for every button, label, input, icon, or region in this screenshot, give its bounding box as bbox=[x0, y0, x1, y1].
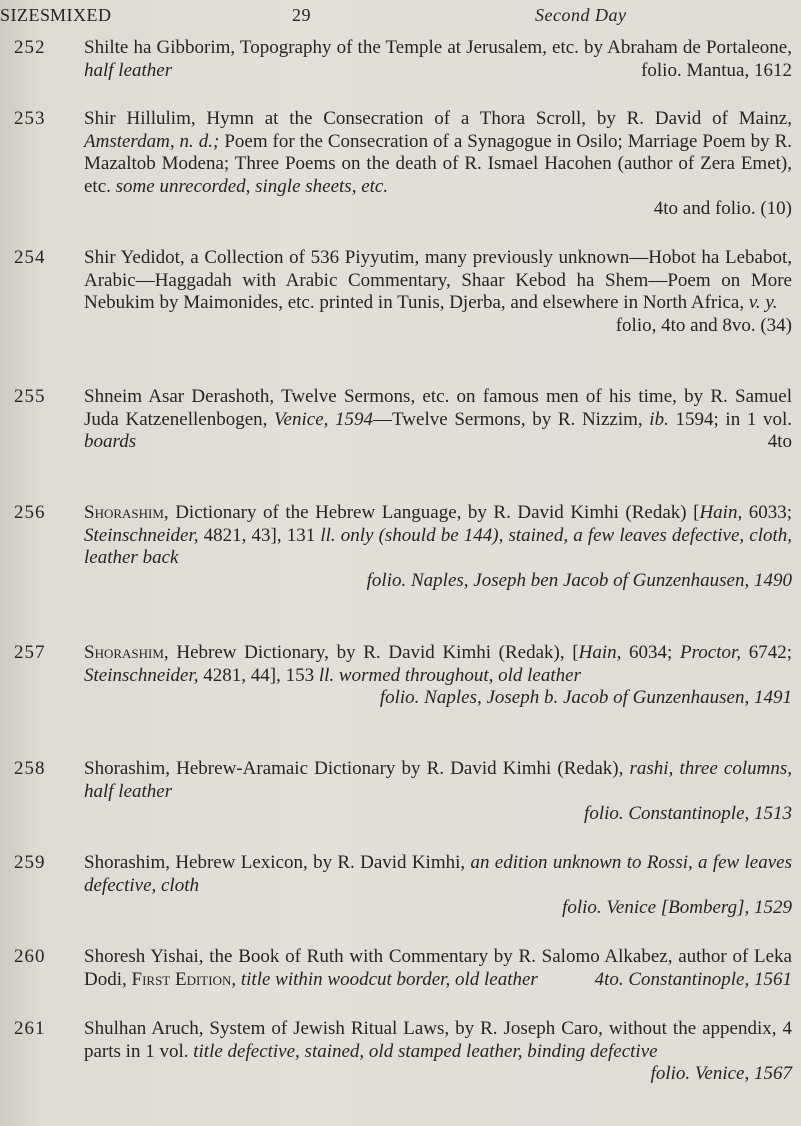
lot-ref-hain-number: 6033; bbox=[748, 502, 793, 523]
lot-description bbox=[84, 108, 792, 221]
lot-title: Shorashim, Hebrew Lexicon, by R. David Kimhi, bbox=[84, 852, 466, 873]
lot-condition: v. y. bbox=[748, 292, 778, 313]
lot-title: Dictionary of the Hebrew Language, by R. David Kimhi (Redak) [ bbox=[175, 502, 700, 523]
lot-number: 254 bbox=[14, 247, 46, 268]
lot-title-continued: —Twelve Sermons, by R. Nizzim, bbox=[373, 408, 643, 430]
lot-imprint-place: Amsterdam, n. d.; bbox=[84, 130, 220, 152]
lot-imprint: folio. Venice [Bomberg], 1529 bbox=[562, 897, 792, 918]
lot-description bbox=[84, 502, 792, 592]
lot-condition: ll. wormed throughout, old leather bbox=[318, 664, 581, 686]
lot-description bbox=[84, 37, 792, 82]
lot-imprint: folio. Constantinople, 1513 bbox=[584, 803, 792, 824]
header-day: Second Day bbox=[535, 5, 627, 25]
lot-condition: an edition unknown to Rossi, a few leaves defective, cloth bbox=[84, 852, 792, 896]
lot-title: Shir Hillulim, Hymn at the Consecration of a Thora Scroll, by R. David of Mainz, bbox=[84, 108, 792, 129]
lot-first-edition: First Edition, bbox=[131, 968, 237, 990]
lot-ref-steinschneider: Steinschneider, bbox=[84, 524, 199, 546]
lot-condition: some unrecorded, single sheets, etc. bbox=[115, 175, 389, 197]
lot-volumes: 1594; in 1 vol. bbox=[675, 408, 793, 430]
lot-condition: half leather bbox=[84, 59, 173, 81]
page-number: 29 bbox=[292, 5, 311, 25]
lot-title: Shulhan Aruch, System of Jewish Ritual Laws, by R. Joseph Caro, without the appendix, 4 parts in 1 vol. bbox=[84, 1018, 792, 1062]
lot-ref-hain: Hain, bbox=[699, 502, 743, 523]
lot-imprint: 4to and folio. (10) bbox=[653, 198, 792, 219]
lot-imprint-ib: ib. bbox=[649, 408, 669, 430]
lot-number: 260 bbox=[14, 946, 46, 967]
lot-number: 261 bbox=[14, 1018, 46, 1039]
lot-title: Shilte ha Gibborim, Topography of the Temple at Jerusalem, etc. by Abraham de Portaleone, bbox=[84, 37, 792, 58]
lot-number: 256 bbox=[14, 502, 46, 523]
lot-title: Shoresh Yishai, the Book of Ruth with Commentary by R. Salomo Alkabez, author of Leka Dodi, bbox=[84, 946, 792, 990]
lot-title: Hebrew Dictionary, by R. David Kimhi (Redak), [ bbox=[176, 642, 579, 663]
lot-title: Shir Yedidot, a Collection of 536 Piyyutim, many previously unknown—Hobot ha Lebabot, Arabic—Haggadah with Arabic Commentary, Shaar Kebod ha Shem—Poem on More Nebukim by Maimonides, etc. printed in Tunis, Djerba, and elsewhere in North Africa, bbox=[84, 247, 792, 313]
lot-number: 259 bbox=[14, 852, 46, 873]
lot-number: 252 bbox=[14, 37, 46, 58]
lot-description bbox=[84, 946, 792, 991]
lot-condition: ll. only (should be 144), stained, a few leaves defective, cloth, leather back bbox=[84, 524, 793, 568]
lot-ref-steinschneider: Steinschneider, bbox=[84, 664, 199, 686]
lot-title: Shneim Asar Derashoth, Twelve Sermons, etc. on famous men of his time, by R. Samuel Juda Katzenellenbogen, bbox=[84, 386, 792, 430]
lot-ref-hain: Hain, bbox=[578, 642, 622, 663]
lot-condition: rashi, three columns, half leather bbox=[84, 758, 792, 802]
lot-ref-proctor: Proctor, bbox=[680, 642, 742, 663]
lot-description bbox=[84, 642, 792, 710]
lot-ref-hain-number: 6034; bbox=[629, 642, 673, 663]
lot-condition: boards bbox=[84, 431, 137, 452]
header-sizes: SIZES bbox=[0, 5, 51, 25]
lot-description bbox=[84, 758, 792, 826]
lot-condition: title within woodcut border, old leather bbox=[240, 968, 538, 990]
lot-ref-numbers: 4821, 43], 131 bbox=[203, 524, 316, 546]
lot-title: Shorashim, Hebrew-Aramaic Dictionary by R. David Kimhi (Redak), bbox=[84, 758, 624, 779]
lot-ref-proctor-number: 6742; bbox=[748, 642, 792, 663]
lot-description bbox=[84, 852, 792, 920]
lot-imprint: folio. Naples, Joseph b. Jacob of Gunzenhausen, 1491 bbox=[379, 687, 792, 708]
lot-number: 255 bbox=[14, 386, 46, 407]
lot-description bbox=[84, 247, 792, 337]
lot-title-smallcaps: Shorashim, bbox=[84, 502, 169, 523]
lot-title-continued: Poem for the Consecration of a Synagogue in Osilo; Marriage Poem by R. Mazaltob Modena; Three Poems on the death of R. Ismael Hacohen (author of Zera Emet), etc. bbox=[84, 130, 792, 197]
lot-ref-numbers: 4281, 44], 153 bbox=[203, 664, 315, 686]
lot-imprint: folio. Naples, Joseph ben Jacob of Gunzenhausen, 1490 bbox=[366, 569, 792, 591]
lot-imprint: 4to. Constantinople, 1561 bbox=[594, 968, 792, 990]
lot-number: 253 bbox=[14, 108, 46, 129]
lot-number: 257 bbox=[14, 642, 46, 663]
lot-condition: title defective, stained, old stamped leather, binding defective bbox=[193, 1040, 658, 1062]
lot-imprint: folio, 4to and 8vo. (34) bbox=[615, 314, 792, 336]
lot-imprint: folio. Mantua, 1612 bbox=[641, 59, 792, 81]
page-header bbox=[0, 5, 801, 29]
lot-imprint: 4to bbox=[767, 431, 792, 452]
lot-imprint: folio. Venice, 1567 bbox=[650, 1063, 792, 1084]
lot-description bbox=[84, 1018, 792, 1086]
lot-imprint-place: Venice, 1594 bbox=[274, 408, 374, 430]
lot-title-smallcaps: Shorashim, bbox=[84, 642, 169, 663]
lot-number: 258 bbox=[14, 758, 46, 779]
header-mixed: MIXED bbox=[50, 5, 112, 25]
lot-description bbox=[84, 386, 792, 454]
